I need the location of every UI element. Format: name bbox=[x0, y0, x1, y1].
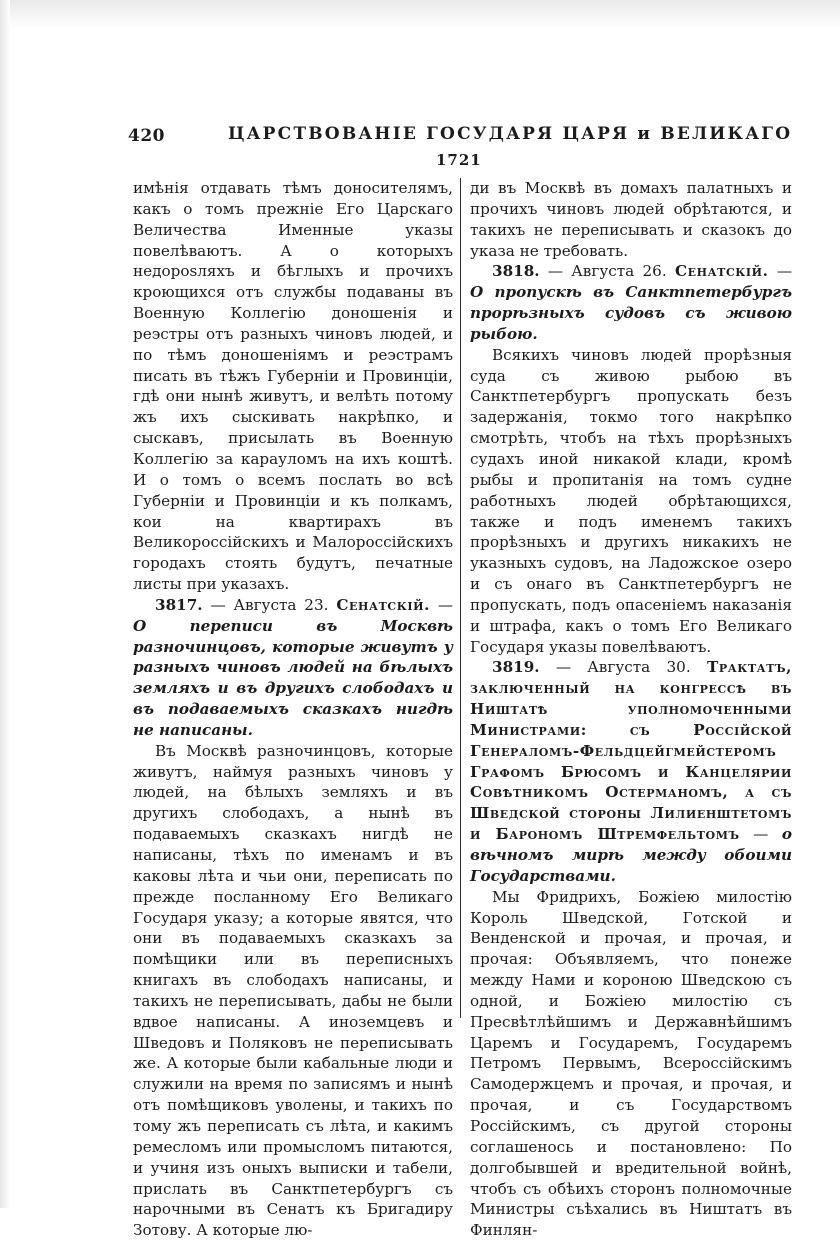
decree-title: О пропускѣ въ Санктпетербургъ прорѣзныхъ судовъ съ живою рыбою. bbox=[470, 283, 792, 343]
page-header bbox=[128, 124, 793, 150]
decree-body: Трактатъ, заключенный на конгрессѣ въ Ништатѣ уполномоченными Министрами: съ Россійской Генераломъ-Фельдцейгмейстеромъ Графомъ Брюсомъ и Канцелярии Совѣтникомъ Остерманомъ, а съ Шведской стороны Лилиенштетомъ и Барономъ Штремфельтомъ bbox=[470, 658, 793, 844]
decree-date: — Августа 30. bbox=[555, 658, 691, 677]
right-column bbox=[470, 178, 792, 1241]
decree-date: — Августа 23. bbox=[210, 595, 329, 614]
scan-shadow-left bbox=[0, 0, 10, 1208]
paragraph: имѣнія отдавать тѣмъ доносителямъ, какъ о томъ прежніе Его Царскаго Величества Именные указы повелѣваютъ. А о которыхъ недорosляхъ и бѣглыхъ и прочихъ кроющихся отъ службы подаваны въ Военную Коллегію доношенія и реэстры отъ разныхъ чиновъ людей, и по тѣмъ доношеніямъ и реэстрамъ писать въ тѣжъ Губерніи и Провинціи, гдѣ они нынѣ живутъ, и велѣть потому жъ ихъ сыскивать накрѣпко, и сыскавъ, присылать въ Военную Коллегію за карауломъ на ихъ коштѣ. И о томъ о всемъ послать во всѣ Губерніи и Провинціи и къ полкамъ, кои на квартирахъ въ Великороссійскихъ и Малороссійскихъ городахъ стоять будутъ, печатные листы при указахъ. bbox=[133, 179, 453, 594]
year-heading: 1721 bbox=[436, 151, 482, 169]
page-number: 420 bbox=[128, 126, 165, 146]
decree-number: 3819. bbox=[492, 658, 540, 677]
decree-dash: — bbox=[437, 595, 454, 614]
decree-heading-3818 bbox=[470, 261, 792, 344]
paragraph: Въ Москвѣ разночинцовъ, которые живутъ, наймуя разныхъ чиновъ у людей, на бѣлыхъ земляхъ и въ другихъ слободахъ, а нынѣ въ подаваемыхъ сказкахъ нигдѣ не написаны, тѣхъ по именамъ и въ каковы лѣта и чьи они, переписать по прежде посланному Его Великаго Государя указу; а которые явятся, что они въ подаваемыхъ сказкахъ за помѣщики или въ переписныхъ книгахъ въ слободахъ написаны, и такихъ не переписывать, дабы не были вдвое написаны. А иноземцевъ и Шведовъ и Поляковъ не переписывать же. А которые были кабальные люди и служили на время по записямъ и нынѣ отъ помѣщиковъ уволены, и такихъ по тому жъ переписать съ лѣта, и какимъ ремесломъ или промысломъ питаются, и учиня изъ оныхъ выписки и табели, прислать въ Санктпетербургъ съ нарочными въ Сенатъ къ Бригадиру Зотову. А которые лю- bbox=[133, 741, 453, 1240]
decree-type: Сенатскій. bbox=[336, 595, 430, 614]
decree-heading-3819 bbox=[470, 657, 792, 886]
decree-number: 3818. bbox=[492, 262, 540, 281]
decree-date: — Августа 26. bbox=[547, 262, 667, 281]
decree-title: о вѣчномъ мирѣ между обоими Государствами. bbox=[470, 825, 792, 885]
decree-dash: — bbox=[776, 262, 793, 281]
paragraph: ди въ Москвѣ въ домахъ палатныхъ и прочихъ чиновъ людей обрѣтаются, и такихъ не переписывать и сказокъ до указа не требовать. bbox=[470, 179, 792, 260]
decree-number: 3817. bbox=[155, 595, 203, 614]
decree-dash: — bbox=[753, 825, 769, 844]
scan-shadow-top bbox=[0, 0, 840, 30]
decree-type: Сенатскій. bbox=[674, 262, 769, 281]
column-divider bbox=[460, 178, 461, 1018]
paragraph: Всякихъ чиновъ людей прорѣзныя суда съ живою рыбою въ Санктпетербургъ пропускать безъ задержанія, токмо того накрѣпко смотрѣть, чтобъ на тѣхъ прорѣзныхъ судахъ иной никакой клади, кромѣ рыбы и пропитанія на томъ судне работныхъ людей обрѣтающихся, также и подъ именемъ такихъ прорѣзныхъ и другихъ никакихъ не указныхъ судовъ, на Ладожское озеро и съ онаго въ Санктпетербургъ не пропускать, подъ опасеніемъ наказанія и штрафа, какъ о томъ Его Великаго Государя указы повелѣваютъ. bbox=[470, 345, 792, 656]
running-title: ЦАРСТВОВАНІЕ ГОСУДАРЯ ЦАРЯ и ВЕЛИКАГО bbox=[228, 124, 793, 144]
paragraph: Мы Фридрихъ, Божіею милостію Король Шведской, Готской и Венденской и прочая, и прочая, и прочая: Объявляемъ, что понеже между Нами и короною Шведскою съ одной, и Божіею милостію съ Пресвѣтлѣйшимъ и Державнѣйшимъ Царемъ и Государемъ, Государемъ Петромъ Первымъ, Всероссійскимъ Самодержцемъ и прочая, и прочая, и прочая, и съ Государствомъ Россійскимъ, съ другой стороны соглашенось и постановлено: По долгобывшей и вредительной войнѣ, чтобъ съ обѣихъ сторонъ полномочные Министры съѣхались въ Ништатъ въ Финлян- bbox=[470, 887, 792, 1240]
decree-title: О переписи въ Москвѣ разночинцовъ, которые живутъ у разныхъ чиновъ людей на бѣлыхъ земляхъ и въ другихъ слободахъ и въ подаваемыхъ сказкахъ нигдѣ не написаны. bbox=[133, 616, 453, 739]
decree-heading-3817 bbox=[133, 595, 453, 741]
left-column bbox=[133, 178, 453, 1241]
